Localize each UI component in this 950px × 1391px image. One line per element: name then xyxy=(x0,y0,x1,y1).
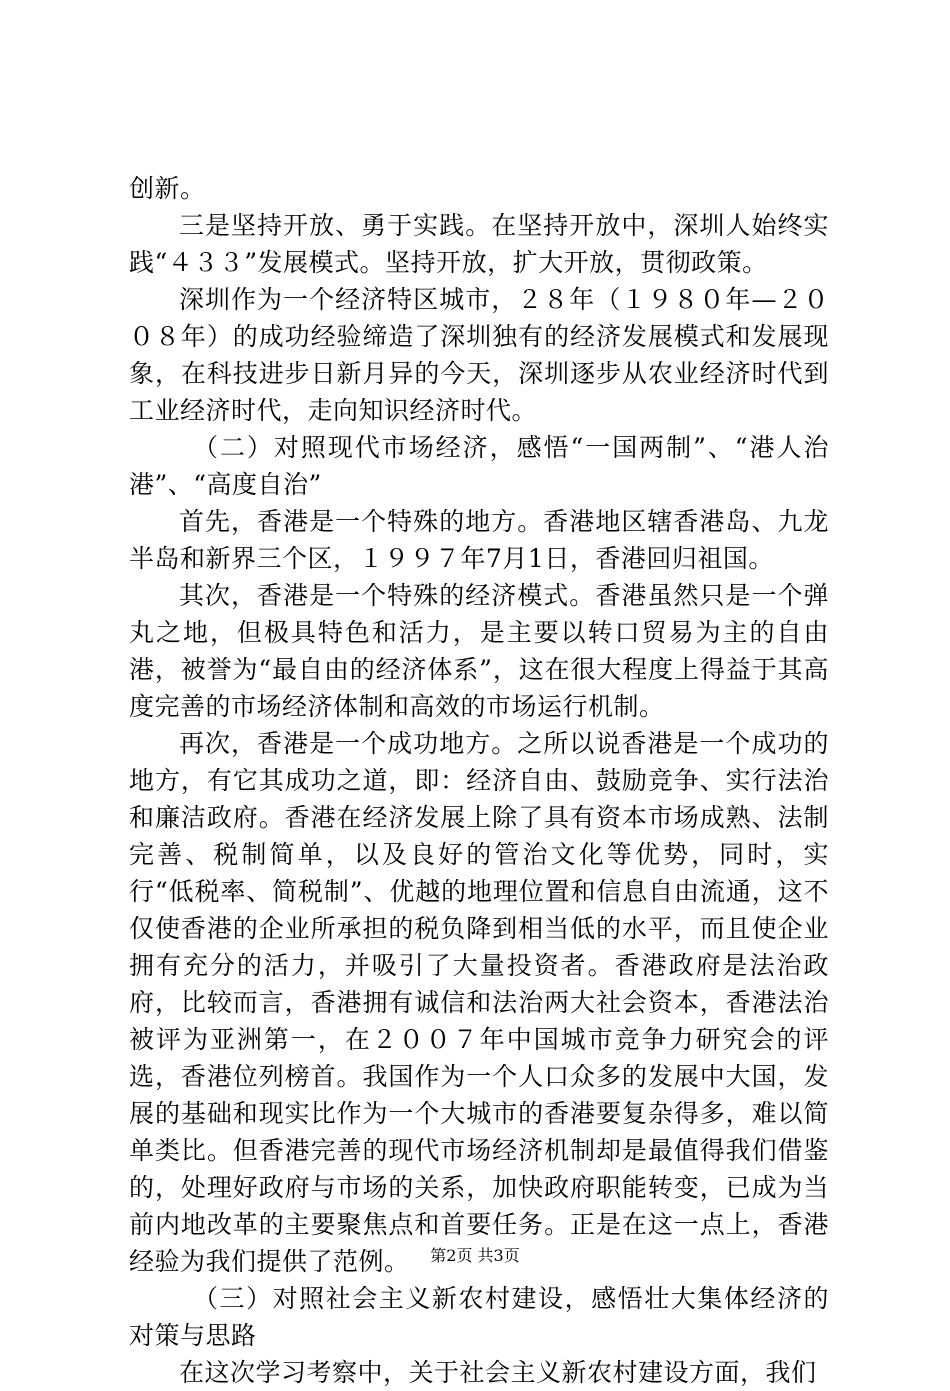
paragraph-hk-economic-model: 其次，香港是一个特殊的经济模式。香港虽然只是一个弹丸之地，但极具特色和活力，是主要以转口贸易为主的自由港，被誉为“最自由的经济体系”，这在很大程度上得益于其高度完善的市场经济体制和高效的市场运行机制。 xyxy=(129,581,829,721)
page-number-label: 第2页 共3页 xyxy=(430,1246,520,1265)
section-heading-3: （三）对照社会主义新农村建设，感悟壮大集体经济的对策与思路 xyxy=(129,1284,829,1350)
paragraph-continuation: 创新。 xyxy=(129,174,206,203)
document-body xyxy=(129,170,829,1391)
section-heading-2: （二）对照现代市场经济，感悟“一国两制”、“港人治港”、“高度自治” xyxy=(129,433,829,499)
page-footer xyxy=(0,1244,950,1268)
paragraph-open-practice: 三是坚持开放、勇于实践。在坚持开放中，深圳人始终实践“４３３”发展模式。坚持开放，扩大开放，贯彻政策。 xyxy=(129,211,829,277)
paragraph-hk-success: 再次，香港是一个成功地方。之所以说香港是一个成功的地方，有它其成功之道，即：经济自由、鼓励竞争、实行法治和廉洁政府。香港在经济发展上除了具有资本市场成熟、法制完善、税制简单，以及良好的管治文化等优势，同时，实行“低税率、简税制”、优越的地理位置和信息自由流通，这不仅使香港的企业所承担的税负降到相当低的水平，而且使企业拥有充分的活力，并吸引了大量投资者。香港政府是法治政府，比较而言，香港拥有诚信和法治两大社会资本，香港法治被评为亚洲第一，在２００７年中国城市竞争力研究会的评选，香港位列榜首。我国作为一个人口众多的发展中大国，发展的基础和现实比作为一个大城市的香港要复杂得多，难以简单类比。但香港完善的现代市场经济机制却是最值得我们借鉴的，处理好政府与市场的关系，加快政府职能转变，已成为当前内地改革的主要聚焦点和首要任务。正是在这一点上，香港经验为我们提供了范例。 xyxy=(129,729,829,1276)
paragraph-hk-special-place: 首先，香港是一个特殊的地方。香港地区辖香港岛、九龙半岛和新界三个区，１９９７年7月1日，香港回归祖国。 xyxy=(129,507,829,573)
paragraph-new-countryside: 在这次学习考察中，关于社会主义新农村建设方面，我们 xyxy=(179,1358,817,1387)
paragraph-shenzhen: 深圳作为一个经济特区城市，２８年（１９８０年—２００８年）的成功经验缔造了深圳独有的经济发展模式和发展现象，在科技进步日新月异的今天，深圳逐步从农业经济时代到工业经济时代，走向知识经济时代。 xyxy=(129,285,829,425)
